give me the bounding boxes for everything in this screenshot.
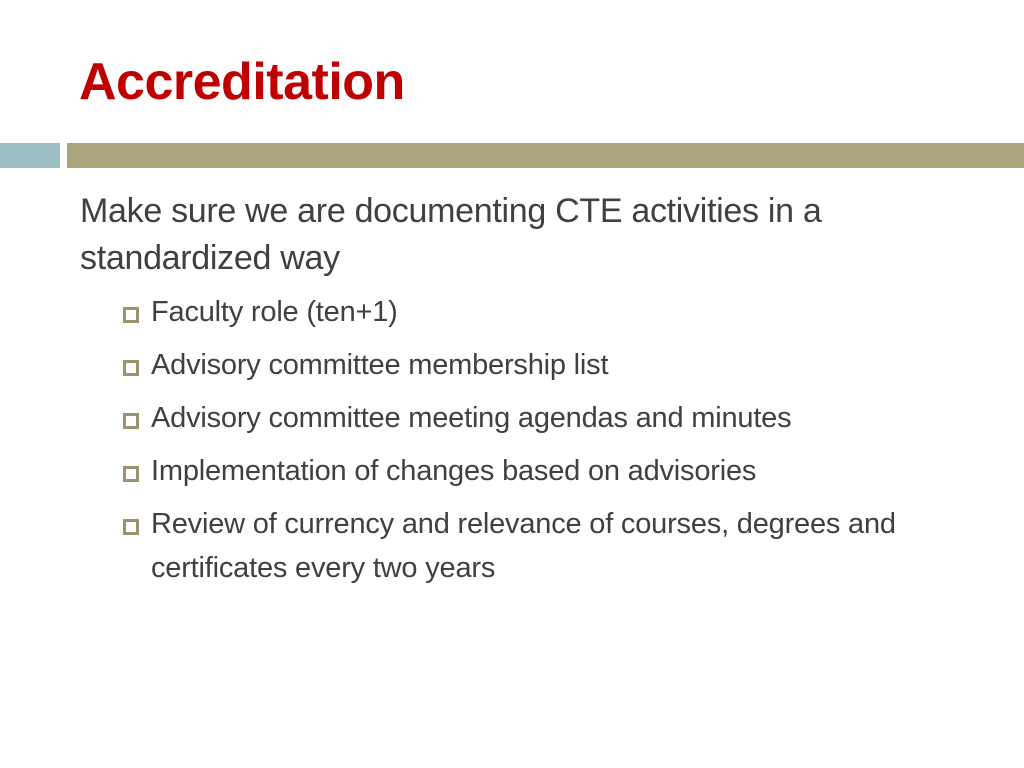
bullet-item [123,343,980,387]
bullet-item [123,449,980,493]
square-bullet-icon [123,519,139,535]
bullet-text: Review of currency and relevance of courses, degrees and certificates every two years [151,508,896,584]
accent-bar-right [67,143,1024,168]
bullet-item [123,290,980,334]
square-bullet-icon [123,360,139,376]
slide-content [80,188,980,599]
bullet-text: Advisory committee meeting agendas and minutes [151,402,792,434]
bullet-list [80,290,980,590]
intro-text: Make sure we are documenting CTE activities in a standardized way [80,192,822,277]
square-bullet-icon [123,466,139,482]
accent-bar-left [0,143,60,168]
slide-title: Accreditation [79,53,405,111]
bullet-text: Implementation of changes based on advisories [151,455,757,487]
square-bullet-icon [123,413,139,429]
square-bullet-icon [123,307,139,323]
bullet-item [123,502,980,590]
bullet-text: Faculty role (ten+1) [151,296,398,328]
bullet-item [123,396,980,440]
bullet-text: Advisory committee membership list [151,349,609,381]
